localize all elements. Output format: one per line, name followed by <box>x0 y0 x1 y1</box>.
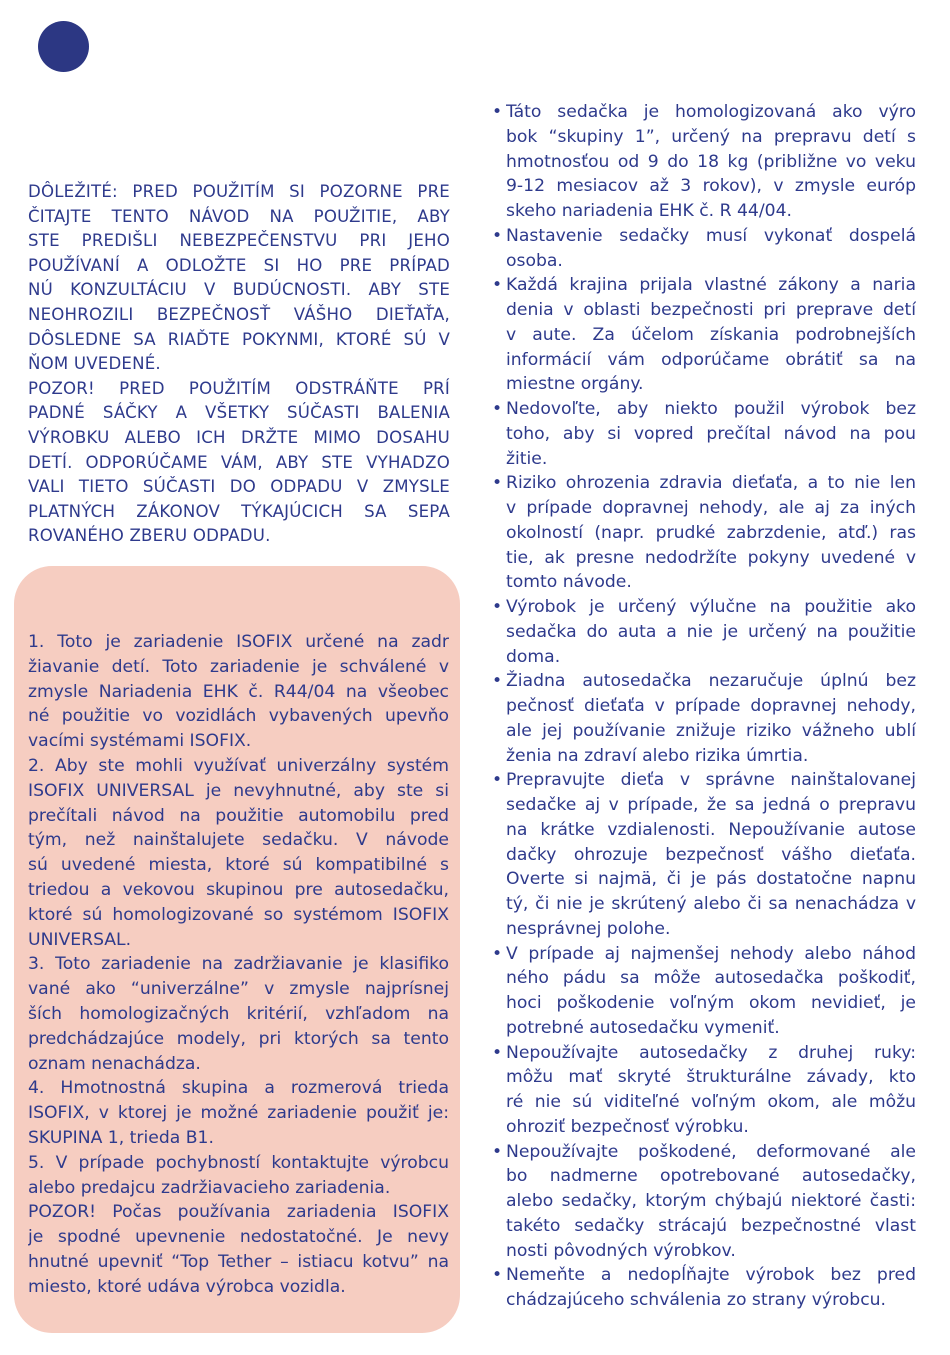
bullet-item <box>492 273 916 397</box>
bullet-item <box>492 224 916 274</box>
warning-line: STE PREDIŠLI NEBEZPEČENSTVU PRI JEHO <box>28 231 450 251</box>
isofix-line: ktoré sú homologizované so systémom ISOFIX <box>28 904 449 925</box>
bullet-line: informácií vám odporúčame obrátiť sa na <box>506 349 916 370</box>
bullet-line: Nemeňte a nedopĺňajte výrobok bez pred <box>506 1265 916 1286</box>
isofix-line: zmysle Nariadenia EHK č. R44/04 na všeobec <box>28 681 449 702</box>
bullet-marker: • <box>492 1265 503 1286</box>
isofix-line: UNIVERSAL. <box>28 929 132 950</box>
isofix-line: tým, než nainštalujete sedačku. V návode <box>28 830 449 851</box>
bullet-line: Výrobok je určený výlučne na použitie ako <box>506 597 916 617</box>
isofix-line: 5. V prípade pochybností kontaktujte výrobcu <box>28 1152 449 1173</box>
bullet-line: potrebné autosedačku vymeniť. <box>506 1017 780 1038</box>
warning-line: NÚ KONZULTÁCIU V BUDÚCNOSTI. ABY STE <box>28 280 450 300</box>
isofix-line: vacími systémami ISOFIX. <box>28 731 252 752</box>
bullet-item <box>492 100 916 224</box>
bullet-line: takéto sedačky strácajú bezpečnostné vlast <box>506 1215 916 1236</box>
bullet-line: sedačka do auta a nie je určený na použitie <box>506 621 916 642</box>
bullet-line: ré nie sú viditeľné voľným okom, ale môžu <box>506 1092 916 1112</box>
bullet-line: alebo sedačky, ktorým chýbajú niektoré časti: <box>506 1191 916 1211</box>
bullet-marker: • <box>492 770 503 791</box>
bullet-line: sedačke aj v prípade, že sa jedná o prepravu <box>506 795 916 815</box>
warning-line: NEOHROZILI BEZPEČNOSŤ VÁŠHO DIEŤAŤA, <box>28 304 450 324</box>
bullet-line: na krátke vzdialenosti. Nepoužívanie autose <box>506 819 916 840</box>
bullet-line: Každá krajina prijala vlastné zákony a naria <box>506 275 916 296</box>
bullet-line: Táto sedačka je homologizovaná ako výro <box>506 102 916 122</box>
isofix-instructions-text <box>28 630 449 1300</box>
bullet-marker: • <box>492 399 503 419</box>
isofix-line: hnutné upevniť “Top Tether – istiacu kotvu” na <box>28 1251 449 1272</box>
bullet-line: hmotnosťou od 9 do 18 kg (približne vo veku <box>506 151 916 172</box>
isofix-line: 3. Toto zariadenie na zadržiavanie je klasifiko <box>28 954 449 975</box>
isofix-line: predchádzajúce modely, pri ktorých sa tento <box>28 1028 449 1049</box>
bullet-line: v aute. Za účelom získania podrobnejších <box>506 324 916 345</box>
bullet-line: tie, ak presne nedodržíte pokyny uvedené v <box>506 547 916 568</box>
isofix-line: triedou a vekovou skupinou pre autosedačku, <box>28 879 449 900</box>
isofix-line: žiavanie detí. Toto zariadenie je schválené v <box>28 656 449 677</box>
bullet-marker: • <box>492 225 503 246</box>
bullet-line: tý, či nie je skrútený alebo či sa nenachádza v <box>506 894 916 914</box>
warning-line: POZOR! PRED POUŽITÍM ODSTRÁŇTE PRÍ <box>28 378 450 398</box>
isofix-line: né použitie vo vozidlách vybavených upevňo <box>28 706 449 727</box>
warning-line: ČITAJTE TENTO NÁVOD NA POUŽITIE, ABY <box>28 206 450 226</box>
warning-line: PLATNÝCH ZÁKONOV TÝKAJÚCICH SA SEPA <box>28 501 450 521</box>
bullet-line: Žiadna autosedačka nezaručuje úplnú bez <box>506 671 916 692</box>
isofix-line: prečítali návod na použitie automobilu pred <box>28 805 449 826</box>
bullet-line: skeho nariadenia EHK č. R 44/04. <box>506 201 792 221</box>
bullet-marker: • <box>492 1141 503 1162</box>
bullet-line: môžu mať skryté štrukturálne závady, kto <box>506 1067 916 1088</box>
warning-line: VÝROBKU ALEBO ICH DRŽTE MIMO DOSAHU <box>28 427 450 447</box>
bullet-line: V prípade aj najmenšej nehody alebo náhod <box>506 943 916 964</box>
isofix-line: ších homologizačných kritérií, vzhľadom na <box>28 1003 449 1024</box>
bullet-line: Nepoužívajte poškodené, deformované ale <box>506 1141 916 1162</box>
bullet-line: chádzajúceho schválenia zo strany výrobcu. <box>506 1290 887 1310</box>
bullet-line: v prípade dopravnej nehody, ale aj za iných <box>506 498 916 518</box>
bullet-line: ženia na zdraví alebo rizika úmrtia. <box>506 745 809 766</box>
bullet-line: Prepravujte dieťa v správne nainštalovanej <box>506 770 916 791</box>
bullet-line: 9-12 mesiacov až 3 rokov), v zmysle európ <box>506 176 916 197</box>
bullet-line: nosti pôvodných výrobkov. <box>506 1240 736 1261</box>
bullet-item <box>492 942 916 1041</box>
bullet-item <box>492 471 916 595</box>
bullet-line: doma. <box>506 646 561 667</box>
bullet-line: dačky ohrozuje bezpečnosť vášho dieťaťa. <box>506 844 916 865</box>
bullet-item <box>492 397 916 471</box>
bullet-line: Nedovoľte, aby niekto použil výrobok bez <box>506 399 916 419</box>
bullet-line: hoci poškodenie voľným okom nevidieť, je <box>506 993 916 1013</box>
warning-line: ROVANÉHO ZBERU ODPADU. <box>28 526 271 546</box>
bullet-item <box>492 1140 916 1264</box>
warning-line: DÔLEŽITÉ: PRED POUŽITÍM SI POZORNE PRE <box>28 182 450 201</box>
page-marker-dot <box>38 21 89 72</box>
bullet-marker: • <box>492 275 503 296</box>
bullet-item <box>492 595 916 669</box>
bullet-marker: • <box>492 102 503 122</box>
bullet-line: žitie. <box>506 448 548 469</box>
bullet-item <box>492 669 916 768</box>
warning-line: DÔSLEDNE SA RIAĎTE POKYNMI, KTORÉ SÚ V <box>28 329 450 349</box>
bullet-line: bo nadmerne opotrebované autosedačky, <box>506 1166 916 1187</box>
isofix-line: SKUPINA 1, trieda B1. <box>28 1127 214 1148</box>
bullet-item <box>492 768 916 941</box>
bullet-line: ohroziť bezpečnosť výrobku. <box>506 1116 749 1137</box>
isofix-line: POZOR! Počas používania zariadenia ISOFIX <box>28 1202 449 1223</box>
warning-line: DETÍ. ODPORÚČAME VÁM, ABY STE VYHADZO <box>28 452 450 472</box>
bullet-line: nesprávnej polohe. <box>506 918 671 939</box>
isofix-line: alebo predajcu zadržiavacieho zariadenia. <box>28 1177 391 1198</box>
warning-line: POUŽÍVANÍ A ODLOŽTE SI HO PRE PRÍPAD <box>28 255 450 275</box>
bullet-line: osoba. <box>506 250 563 271</box>
warning-line: PADNÉ SÁČKY A VŠETKY SÚČASTI BALENIA <box>28 403 450 423</box>
bullet-line: tomto návode. <box>506 572 632 593</box>
bullet-line: Overte si najmä, či je pás dostatočne napnu <box>506 869 916 890</box>
bullet-line: denia v oblasti bezpečnosti pri preprave detí <box>506 300 916 320</box>
bullet-marker: • <box>492 597 503 617</box>
bullet-line: ale jej používanie znižuje riziko vážneho ublí <box>506 720 916 741</box>
bullet-item <box>492 1041 916 1140</box>
isofix-line: ISOFIX, v ktorej je možné zariadenie použiť je: <box>28 1103 449 1124</box>
warning-line: ŇOM UVEDENÉ. <box>28 354 161 374</box>
bullet-line: Nastavenie sedačky musí vykonať dospelá <box>506 225 916 246</box>
isofix-line: miesto, ktoré udáva výrobca vozidla. <box>28 1276 346 1297</box>
isofix-line: oznam nenachádza. <box>28 1053 201 1074</box>
warning-line: VALI TIETO SÚČASTI DO ODPADU V ZMYSLE <box>28 477 450 497</box>
bullet-line: bok “skupiny 1”, určený na prepravu detí s <box>506 126 916 147</box>
bullet-marker: • <box>492 671 503 692</box>
bullet-line: pečnosť dieťaťa v prípade dopravnej nehody, <box>506 696 916 716</box>
isofix-line: 2. Aby ste mohli využívať univerzálny systém <box>28 755 449 776</box>
isofix-line: je spodné upevnenie nedostatočné. Je nevy <box>28 1227 449 1248</box>
bullet-marker: • <box>492 473 503 494</box>
safety-bullet-list <box>492 100 916 1313</box>
isofix-line: ISOFIX UNIVERSAL je nevyhnutné, aby ste si <box>28 780 449 801</box>
bullet-marker: • <box>492 1042 503 1063</box>
bullet-line: toho, aby si vopred prečítal návod na pou <box>506 423 916 444</box>
bullet-line: Riziko ohrozenia zdravia dieťaťa, a to nie len <box>506 473 916 494</box>
isofix-line: 4. Hmotnostná skupina a rozmerová trieda <box>28 1078 449 1099</box>
bullet-line: miestne orgány. <box>506 374 644 395</box>
bullet-line: ného pádu sa môže autosedačka poškodiť, <box>506 968 916 989</box>
bullet-marker: • <box>492 943 503 964</box>
important-warning-text <box>28 180 450 549</box>
isofix-line: sú uvedené miesta, ktoré sú kompatibilné s <box>28 855 449 876</box>
bullet-item <box>492 1263 916 1313</box>
isofix-line: 1. Toto je zariadenie ISOFIX určené na zadr <box>28 632 449 652</box>
isofix-line: vané ako “univerzálne” v zmysle najprísnej <box>28 979 449 1000</box>
bullet-line: okolností (napr. prudké zabrzdenie, atď.) ras <box>506 522 916 543</box>
bullet-line: Nepoužívajte autosedačky z druhej ruky: <box>506 1042 916 1063</box>
